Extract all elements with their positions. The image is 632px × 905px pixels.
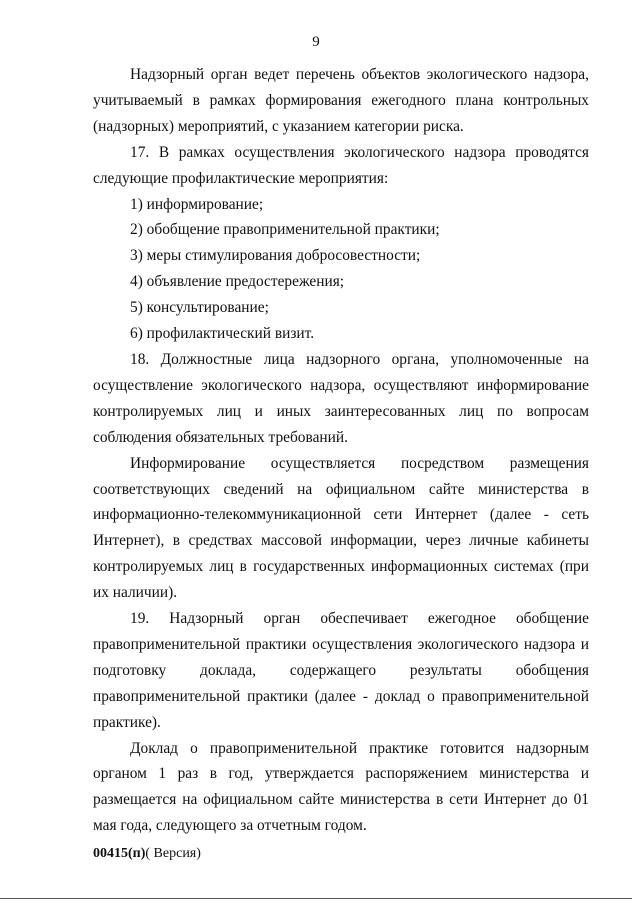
list-item-3: 3) меры стимулирования добросовестности; <box>130 247 421 265</box>
list-item-4: 4) объявление предостережения; <box>130 273 345 291</box>
page-number: 9 <box>312 34 320 50</box>
list-item-2: 2) обобщение правоприменительной практики; <box>130 221 440 239</box>
document-footer <box>93 846 201 862</box>
document-code: 00415(п) <box>93 846 146 861</box>
paragraph-doklad: Доклад о правоприменительной практике готовится надзорным органом 1 раз в год, утверждается распоряжением министерства и размещается на официальном сайте министерства в сети Интернет до 01 мая года, следующего за отчетным годом. <box>93 739 589 835</box>
paragraph-17: 17. В рамках осуществления экологического надзора проводятся следующие профилактические мероприятия: <box>93 143 589 187</box>
list-item-6: 6) профилактический визит. <box>130 325 315 343</box>
document-body <box>93 62 589 839</box>
paragraph-perechen: Надзорный орган ведет перечень объектов экологического надзора, учитываемый в рамках формирования ежегодного плана контрольных (надзорных) мероприятий, с указанием категории риска. <box>93 66 589 135</box>
page-bottom-edge <box>0 898 632 899</box>
paragraph-19: 19. Надзорный орган обеспечивает ежегодное обобщение правоприменительной практики осуществления экологического надзора и подготовку доклада, содержащего результаты обобщения правоприменительной практики (далее - доклад о правоприменительной практике). <box>93 610 589 731</box>
document-version: ( Версия) <box>145 846 201 861</box>
list-item-5: 5) консультирование; <box>130 299 269 317</box>
list-item-1: 1) информирование; <box>130 195 264 213</box>
paragraph-18: 18. Должностные лица надзорного органа, уполномоченные на осуществление экологического надзора, осуществляют информирование контролируемых лиц и иных заинтересованных лиц по вопросам соблюдения обязательных требований. <box>93 350 589 446</box>
paragraph-informirovanie: Информирование осуществляется посредством размещения соответствующих сведений на официальном сайте министерства в информационно-телекоммуникационной сети Интернет (далее - сеть Интернет), в средствах массовой информации, через личные кабинеты контролируемых лиц в государственных информационных системах (при их наличии). <box>93 454 589 602</box>
